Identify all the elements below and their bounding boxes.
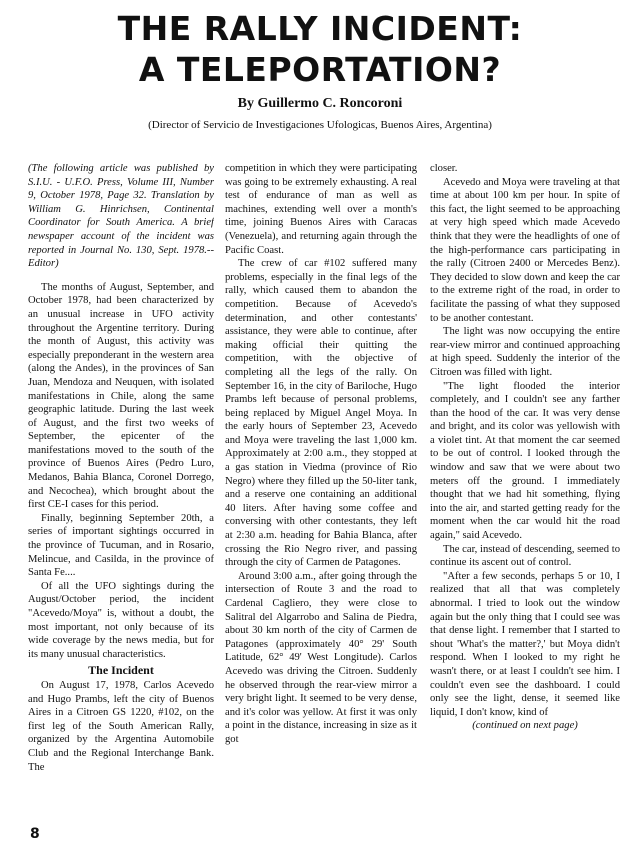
byline: By Guillermo C. Roncoroni <box>237 96 403 111</box>
editor-note: (The following article was published by S.I.U. - U.F.O. Press, Volume III, Number 9, October 1978, Page 32. Translation by William G. Hinrichsen, Continental Coordinator for South America. A brief newspaper account of the incident was reported in Journal No. 130, Sept. 1978.--Editor) <box>28 163 214 270</box>
column-2 <box>225 162 417 827</box>
paragraph: The light was now occupying the entire rear-view mirror and continued approaching at high speed. Suddenly the interior of the Citroen was filled with light. <box>430 326 620 378</box>
title-line-2: A TELEPORTATION? <box>138 50 502 89</box>
paragraph: closer. <box>430 163 458 174</box>
paragraph: competition in which they were participating was going to be extremely exhausting. A real test of endurance of man as well as machines, extending well over a month's time, joining Buenos Aires with Caracas (Venezuela), and returning again through the Pacific Coast. <box>225 163 417 256</box>
paragraph: "After a few seconds, perhaps 5 or 10, I realized that all that was completely abnormal. I tried to look out the window again but the only thing that I could see was that dense light. I remember that I started to shout 'What's the matter?,' but Moya didn't respond. When I looked to my right he wasn't there, or at least I couldn't see him. I couldn't even see the dashboard. I could only see the light, dense, it seemed like liquid, I don't know, kind of <box>430 570 620 718</box>
paragraph: The crew of car #102 suffered many problems, especially in the final legs of the rally, which caused them to abandon the competition. Because of Acevedo's determination, and other contestants' assistance, they were able to continue, after making official their quitting the competition, with the objective of completing all the legs of the rally. On September 16, in the city of Bariloche, Hugo Prambs left because of personal problems, being replaced by Miguel Angel Moya. In the early hours of September 23, Acevedo and Moya were traveling the last 1,000 km. Approximately at 2:00 a.m., they stopped at a gas station in Viedma (province of Rio Negro) where they filled up the 50-liter tank, and a reserve one containing an additional 40 liters. After having some coffee and conversing with other contestants, they left at 2:30 a.m. heading for Bahia Blanca, after crossing the Rio Negro river, and passing through the city of Carmen de Patagones. <box>225 258 417 569</box>
page-number: 8 <box>30 826 40 842</box>
paragraph: Around 3:00 a.m., after going through the intersection of Route 3 and the road to Cardenal Cagliero, they were close to Salitral del Algarrobo and Salina de Piedra, about 30 km north of the city of Carmen de Patagones (approximately 40° 29' South Latitude, 62° 49' West Longitude). Carlos Acevedo was driving the Citroen. Suddenly he observed through the rear-view mirror a very bright light. It seemed to be very dense, and it's color was yellow. At first it was only a point in the distance, increasing in size as it got <box>225 570 417 745</box>
author-affiliation: (Director of Servicio de Investigaciones Ufologicas, Buenos Aires, Argentina) <box>148 119 492 131</box>
title-line-1: THE RALLY INCIDENT: <box>117 9 523 48</box>
column-1 <box>28 162 214 827</box>
continued-note: (continued on next page) <box>472 720 578 732</box>
article-title <box>0 8 640 90</box>
paragraph: "The light flooded the interior completely, and I couldn't see any farther than the hood of the car. It was very dense and bright, and its color was yellowish with a violet tint. At that moment the car seemed to be out of control. I looked through the window and saw that we were about two meters off the ground. I immediately thought that we had hit something, flying into the air, and started getting ready for the moment when the car would hit the road again," said Acevedo. <box>430 380 620 542</box>
column-3 <box>430 162 620 827</box>
paragraph: Finally, beginning September 20th, a series of important sightings occurred in the province of Tucuman, and in Rosario, Melincue, and Casilda, in the province of Santa Fe.... <box>28 512 214 579</box>
paragraph: On August 17, 1978, Carlos Acevedo and Hugo Prambs, left the city of Buenos Aires in a Citroen GS 1220, #102, on the first leg of the South American Rally, organized by the Argentina Automobile Club and the Regional Interchange Bank. The <box>28 679 214 773</box>
paragraph: The months of August, September, and October 1978, had been characterized by an unusual increase in UFO activity throughout the Argentine territory. During the month of August, this activity was especially preponderant in the western area (along the Andes), in the provinces of San Juan, Mendoza and Neuquen, with isolated manifestations in Chile, along the same geographic latitude. During the last week of August, and the first two weeks of September, the epicenter of the manifestations moved to the south of the province of Buenos Aires (Pedro Luro, Medanos, Bahia Blanca, Coronel Dorrego, and Necochea), which brought about the first CE-I cases for this period. <box>28 281 214 511</box>
section-heading: The Incident <box>88 663 154 678</box>
paragraph: The car, instead of descending, seemed to continue its ascent out of control. <box>430 543 620 569</box>
paragraph: Acevedo and Moya were traveling at that time at about 100 km per hour. In spite of this fact, the light seemed to be approaching at very high speed which made Acevedo think that they were the headlights of one of the high-performance cars participating in the rally (Citroen 2400 or Mercedes Benz). They decided to slow down and keep the car to the extreme right of the road, in order to facilitate the passing of what they supposed to be another contestant. <box>430 176 620 324</box>
paragraph: Of all the UFO sightings during the August/October period, the incident "Acevedo/Moya" is, without a doubt, the most important, not only because of its wide coverage by the news media, but for its many unusual characteristics. <box>28 580 214 660</box>
